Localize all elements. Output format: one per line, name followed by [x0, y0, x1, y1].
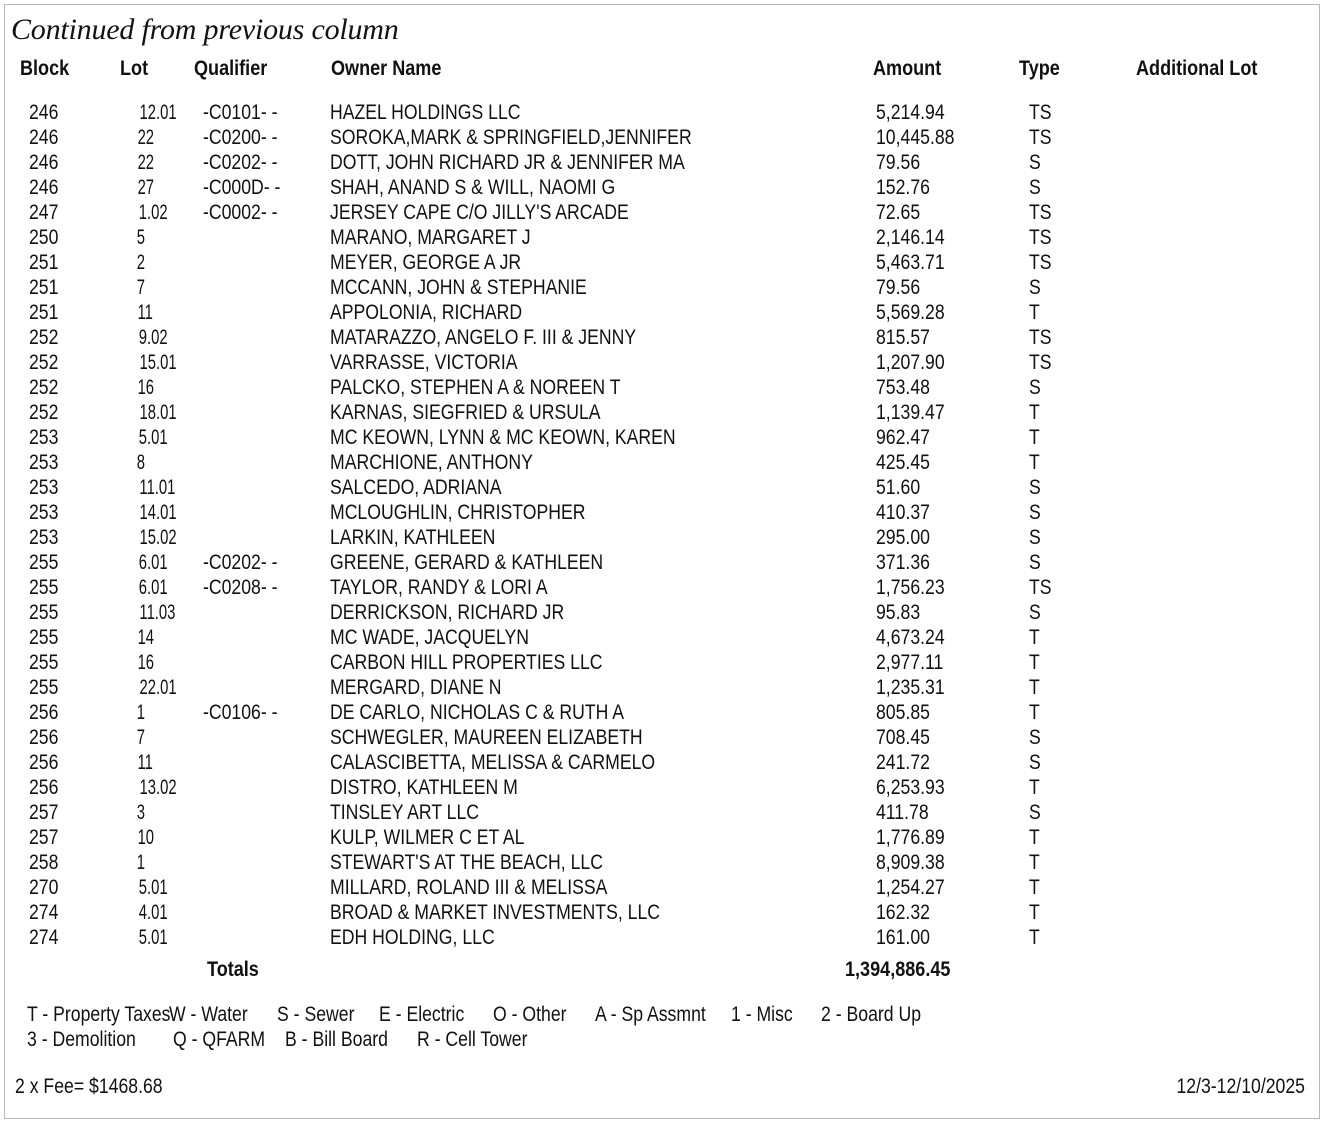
- cell-owner-name: GREENE, GERARD & KATHLEEN: [330, 551, 604, 574]
- table-row: [5, 250, 1321, 275]
- cell-amount: 5,463.71: [876, 251, 945, 274]
- cell-lot: 8: [136, 451, 146, 474]
- table-row: [5, 125, 1321, 150]
- table-row: [5, 475, 1321, 500]
- cell-lot: 11.03: [139, 601, 176, 624]
- cell-block: 256: [29, 726, 59, 749]
- cell-amount: 5,569.28: [876, 301, 945, 324]
- cell-type: T: [1029, 776, 1040, 799]
- cell-block: 253: [29, 526, 59, 549]
- cell-type: TS: [1029, 226, 1052, 249]
- cell-amount: 1,756.23: [876, 576, 945, 599]
- legend-item: S - Sewer: [277, 1003, 355, 1026]
- cell-type: T: [1029, 301, 1040, 324]
- cell-lot: 22.01: [139, 676, 177, 699]
- legend-item: E - Electric: [379, 1003, 465, 1026]
- cell-type: TS: [1029, 576, 1052, 599]
- cell-block: 255: [29, 601, 59, 624]
- cell-lot: 3: [136, 801, 146, 824]
- table-row: [5, 725, 1321, 750]
- cell-qualifier: -C0208- -: [203, 576, 278, 599]
- listing-rows: [5, 100, 1321, 950]
- table-row: [5, 750, 1321, 775]
- table-row: [5, 550, 1321, 575]
- cell-lot: 1: [136, 701, 146, 724]
- cell-block: 255: [29, 626, 59, 649]
- cell-owner-name: MC WADE, JACQUELYN: [330, 626, 529, 649]
- legend-item: 2 - Board Up: [821, 1003, 922, 1026]
- legend-item: O - Other: [493, 1003, 567, 1026]
- cell-type: T: [1029, 826, 1040, 849]
- totals-value: 1,394,886.45: [845, 958, 951, 981]
- cell-lot: 1: [136, 851, 146, 874]
- cell-amount: 815.57: [876, 326, 930, 349]
- cell-amount: 5,214.94: [876, 101, 945, 124]
- cell-owner-name: SALCEDO, ADRIANA: [330, 476, 502, 499]
- cell-qualifier: -C0202- -: [203, 551, 278, 574]
- table-row: [5, 925, 1321, 950]
- cell-lot: 11.01: [139, 476, 176, 499]
- cell-amount: 162.32: [876, 901, 930, 924]
- cell-owner-name: MARCHIONE, ANTHONY: [330, 451, 533, 474]
- cell-amount: 241.72: [876, 751, 930, 774]
- legend-item: 1 - Misc: [731, 1003, 793, 1026]
- cell-block: 251: [29, 251, 59, 274]
- cell-type: S: [1029, 376, 1041, 399]
- cell-owner-name: MATARAZZO, ANGELO F. III & JENNY: [330, 326, 637, 349]
- cell-amount: 425.45: [876, 451, 930, 474]
- cell-block: 255: [29, 551, 59, 574]
- cell-owner-name: MERGARD, DIANE N: [330, 676, 502, 699]
- cell-owner-name: BROAD & MARKET INVESTMENTS, LLC: [330, 901, 661, 924]
- cell-block: 253: [29, 451, 59, 474]
- cell-amount: 51.60: [876, 476, 921, 499]
- table-row: [5, 225, 1321, 250]
- cell-amount: 411.78: [876, 801, 929, 824]
- cell-amount: 410.37: [876, 501, 930, 524]
- continued-note: Continued from previous column: [11, 13, 399, 46]
- legend-item: 3 - Demolition: [27, 1028, 136, 1051]
- cell-owner-name: MEYER, GEORGE A JR: [330, 251, 522, 274]
- cell-block: 270: [29, 876, 59, 899]
- table-row: [5, 600, 1321, 625]
- table-row: [5, 575, 1321, 600]
- table-row: [5, 350, 1321, 375]
- table-row: [5, 175, 1321, 200]
- cell-block: 251: [29, 301, 59, 324]
- cell-owner-name: EDH HOLDING, LLC: [330, 926, 495, 949]
- cell-lot: 13.02: [139, 776, 177, 799]
- legend-item: R - Cell Tower: [417, 1028, 528, 1051]
- cell-amount: 1,139.47: [876, 401, 945, 424]
- cell-block: 256: [29, 701, 59, 724]
- cell-type: T: [1029, 901, 1040, 924]
- cell-owner-name: JERSEY CAPE C/O JILLY'S ARCADE: [330, 201, 629, 224]
- table-row: [5, 425, 1321, 450]
- cell-lot: 10: [137, 826, 155, 849]
- header-owner-name: Owner Name: [331, 57, 442, 80]
- cell-type: S: [1029, 601, 1041, 624]
- cell-type: T: [1029, 876, 1040, 899]
- cell-block: 274: [29, 926, 59, 949]
- cell-type: T: [1029, 851, 1040, 874]
- cell-block: 252: [29, 376, 59, 399]
- header-additional-lot: Additional Lot: [1136, 57, 1258, 80]
- table-row: [5, 650, 1321, 675]
- cell-type: S: [1029, 751, 1041, 774]
- cell-amount: 2,146.14: [876, 226, 945, 249]
- cell-type: T: [1029, 926, 1040, 949]
- legend-item: B - Bill Board: [285, 1028, 388, 1051]
- cell-block: 246: [29, 151, 59, 174]
- cell-block: 253: [29, 501, 59, 524]
- cell-qualifier: -C0002- -: [203, 201, 278, 224]
- cell-lot: 22: [137, 126, 155, 149]
- cell-type: S: [1029, 476, 1041, 499]
- cell-block: 256: [29, 776, 59, 799]
- cell-block: 252: [29, 401, 59, 424]
- cell-block: 257: [29, 826, 59, 849]
- cell-owner-name: TINSLEY ART LLC: [330, 801, 480, 824]
- cell-block: 255: [29, 576, 59, 599]
- cell-type: T: [1029, 426, 1040, 449]
- table-row: [5, 200, 1321, 225]
- cell-amount: 161.00: [876, 926, 930, 949]
- cell-lot: 16: [137, 651, 155, 674]
- table-row: [5, 875, 1321, 900]
- cell-type: T: [1029, 651, 1040, 674]
- cell-owner-name: PALCKO, STEPHEN A & NOREEN T: [330, 376, 621, 399]
- cell-block: 247: [29, 201, 59, 224]
- cell-type: S: [1029, 526, 1041, 549]
- cell-amount: 8,909.38: [876, 851, 945, 874]
- cell-type: T: [1029, 401, 1040, 424]
- cell-type: TS: [1029, 251, 1052, 274]
- cell-lot: 7: [136, 726, 146, 749]
- cell-qualifier: -C0101- -: [203, 101, 278, 124]
- cell-qualifier: -C0106- -: [203, 701, 278, 724]
- cell-amount: 1,235.31: [876, 676, 945, 699]
- cell-owner-name: APPOLONIA, RICHARD: [330, 301, 523, 324]
- cell-block: 274: [29, 901, 59, 924]
- cell-type: S: [1029, 276, 1041, 299]
- cell-type: S: [1029, 726, 1041, 749]
- table-row: [5, 775, 1321, 800]
- header-amount: Amount: [873, 57, 942, 80]
- cell-amount: 708.45: [876, 726, 930, 749]
- legend-item: A - Sp Assmnt: [595, 1003, 706, 1026]
- cell-owner-name: LARKIN, KATHLEEN: [330, 526, 496, 549]
- cell-lot: 11: [137, 301, 153, 324]
- legend-item: T - Property Taxes: [27, 1003, 171, 1026]
- cell-owner-name: DISTRO, KATHLEEN M: [330, 776, 518, 799]
- cell-lot: 6.01: [138, 551, 168, 574]
- table-row: [5, 375, 1321, 400]
- cell-owner-name: MCCANN, JOHN & STEPHANIE: [330, 276, 587, 299]
- cell-amount: 10,445.88: [876, 126, 955, 149]
- table-row: [5, 500, 1321, 525]
- cell-owner-name: SHAH, ANAND S & WILL, NAOMI G: [330, 176, 616, 199]
- cell-type: T: [1029, 676, 1040, 699]
- cell-amount: 1,207.90: [876, 351, 945, 374]
- cell-lot: 15.01: [139, 351, 177, 374]
- cell-owner-name: HAZEL HOLDINGS LLC: [330, 101, 521, 124]
- cell-amount: 95.83: [876, 601, 921, 624]
- cell-qualifier: -C0200- -: [203, 126, 278, 149]
- date-range: 12/3-12/10/2025: [1176, 1075, 1305, 1098]
- cell-block: 257: [29, 801, 59, 824]
- cell-owner-name: DERRICKSON, RICHARD JR: [330, 601, 565, 624]
- cell-block: 252: [29, 351, 59, 374]
- header-type: Type: [1019, 57, 1060, 80]
- cell-lot: 16: [137, 376, 155, 399]
- cell-amount: 295.00: [876, 526, 930, 549]
- cell-lot: 5: [136, 226, 146, 249]
- cell-owner-name: MCLOUGHLIN, CHRISTOPHER: [330, 501, 586, 524]
- cell-type: S: [1029, 801, 1041, 824]
- cell-lot: 11: [137, 751, 153, 774]
- cell-amount: 371.36: [876, 551, 930, 574]
- cell-lot: 2: [136, 251, 146, 274]
- cell-type: TS: [1029, 126, 1052, 149]
- cell-lot: 14: [137, 626, 155, 649]
- cell-owner-name: KULP, WILMER C ET AL: [330, 826, 525, 849]
- cell-amount: 1,254.27: [876, 876, 945, 899]
- cell-amount: 1,776.89: [876, 826, 945, 849]
- cell-lot: 9.02: [138, 326, 168, 349]
- cell-type: T: [1029, 626, 1040, 649]
- table-row: [5, 800, 1321, 825]
- cell-lot: 5.01: [138, 926, 168, 949]
- cell-amount: 753.48: [876, 376, 930, 399]
- cell-owner-name: CARBON HILL PROPERTIES LLC: [330, 651, 603, 674]
- cell-qualifier: -C0202- -: [203, 151, 278, 174]
- table-row: [5, 325, 1321, 350]
- table-row: [5, 525, 1321, 550]
- cell-type: TS: [1029, 201, 1052, 224]
- cell-amount: 72.65: [876, 201, 921, 224]
- header-qualifier: Qualifier: [194, 57, 268, 80]
- cell-block: 255: [29, 676, 59, 699]
- cell-type: T: [1029, 451, 1040, 474]
- cell-lot: 6.01: [138, 576, 168, 599]
- cell-type: TS: [1029, 326, 1052, 349]
- cell-lot: 22: [137, 151, 155, 174]
- cell-amount: 79.56: [876, 276, 921, 299]
- cell-amount: 805.85: [876, 701, 930, 724]
- table-row: [5, 825, 1321, 850]
- cell-lot: 4.01: [138, 901, 168, 924]
- cell-block: 253: [29, 426, 59, 449]
- table-row: [5, 400, 1321, 425]
- table-row: [5, 700, 1321, 725]
- cell-block: 258: [29, 851, 59, 874]
- cell-block: 253: [29, 476, 59, 499]
- cell-owner-name: TAYLOR, RANDY & LORI A: [330, 576, 548, 599]
- cell-amount: 2,977.11: [876, 651, 944, 674]
- table-row: [5, 100, 1321, 125]
- table-row: [5, 275, 1321, 300]
- legend-item: W - Water: [169, 1003, 248, 1026]
- table-row: [5, 675, 1321, 700]
- cell-block: 246: [29, 101, 59, 124]
- cell-block: 246: [29, 176, 59, 199]
- cell-lot: 5.01: [138, 426, 168, 449]
- table-row: [5, 300, 1321, 325]
- cell-block: 246: [29, 126, 59, 149]
- legend-item: Q - QFARM: [173, 1028, 266, 1051]
- cell-amount: 79.56: [876, 151, 921, 174]
- cell-owner-name: VARRASSE, VICTORIA: [330, 351, 518, 374]
- header-block: Block: [20, 57, 70, 80]
- cell-lot: 12.01: [139, 101, 177, 124]
- cell-amount: 962.47: [876, 426, 930, 449]
- table-row: [5, 850, 1321, 875]
- cell-owner-name: MILLARD, ROLAND III & MELISSA: [330, 876, 608, 899]
- table-row: [5, 900, 1321, 925]
- cell-block: 251: [29, 276, 59, 299]
- cell-type: S: [1029, 151, 1041, 174]
- cell-lot: 27: [137, 176, 155, 199]
- cell-amount: 4,673.24: [876, 626, 945, 649]
- table-row: [5, 150, 1321, 175]
- cell-block: 252: [29, 326, 59, 349]
- cell-owner-name: MARANO, MARGARET J: [330, 226, 531, 249]
- cell-owner-name: DOTT, JOHN RICHARD JR & JENNIFER MA: [330, 151, 685, 174]
- table-row: [5, 450, 1321, 475]
- cell-lot: 14.01: [139, 501, 177, 524]
- cell-lot: 5.01: [138, 876, 168, 899]
- fee-note: 2 x Fee= $1468.68: [15, 1075, 163, 1098]
- cell-owner-name: DE CARLO, NICHOLAS C & RUTH A: [330, 701, 625, 724]
- cell-owner-name: STEWART'S AT THE BEACH, LLC: [330, 851, 603, 874]
- cell-type: TS: [1029, 101, 1052, 124]
- cell-type: T: [1029, 701, 1040, 724]
- cell-lot: 15.02: [139, 526, 177, 549]
- cell-amount: 6,253.93: [876, 776, 945, 799]
- cell-block: 256: [29, 751, 59, 774]
- cell-amount: 152.76: [876, 176, 930, 199]
- cell-owner-name: KARNAS, SIEGFRIED & URSULA: [330, 401, 601, 424]
- cell-block: 250: [29, 226, 59, 249]
- header-lot: Lot: [120, 57, 149, 80]
- cell-lot: 18.01: [139, 401, 177, 424]
- cell-block: 255: [29, 651, 59, 674]
- cell-owner-name: CALASCIBETTA, MELISSA & CARMELO: [330, 751, 656, 774]
- cell-lot: 1.02: [138, 201, 168, 224]
- table-row: [5, 625, 1321, 650]
- tax-sale-listing-page: [4, 4, 1320, 1119]
- cell-lot: 7: [136, 276, 146, 299]
- cell-qualifier: -C000D- -: [203, 176, 281, 199]
- cell-owner-name: SCHWEGLER, MAUREEN ELIZABETH: [330, 726, 643, 749]
- cell-type: S: [1029, 551, 1041, 574]
- totals-label: Totals: [207, 958, 259, 981]
- cell-type: TS: [1029, 351, 1052, 374]
- cell-owner-name: SOROKA,MARK & SPRINGFIELD,JENNIFER: [330, 126, 692, 149]
- cell-owner-name: MC KEOWN, LYNN & MC KEOWN, KAREN: [330, 426, 676, 449]
- cell-type: S: [1029, 176, 1041, 199]
- cell-type: S: [1029, 501, 1041, 524]
